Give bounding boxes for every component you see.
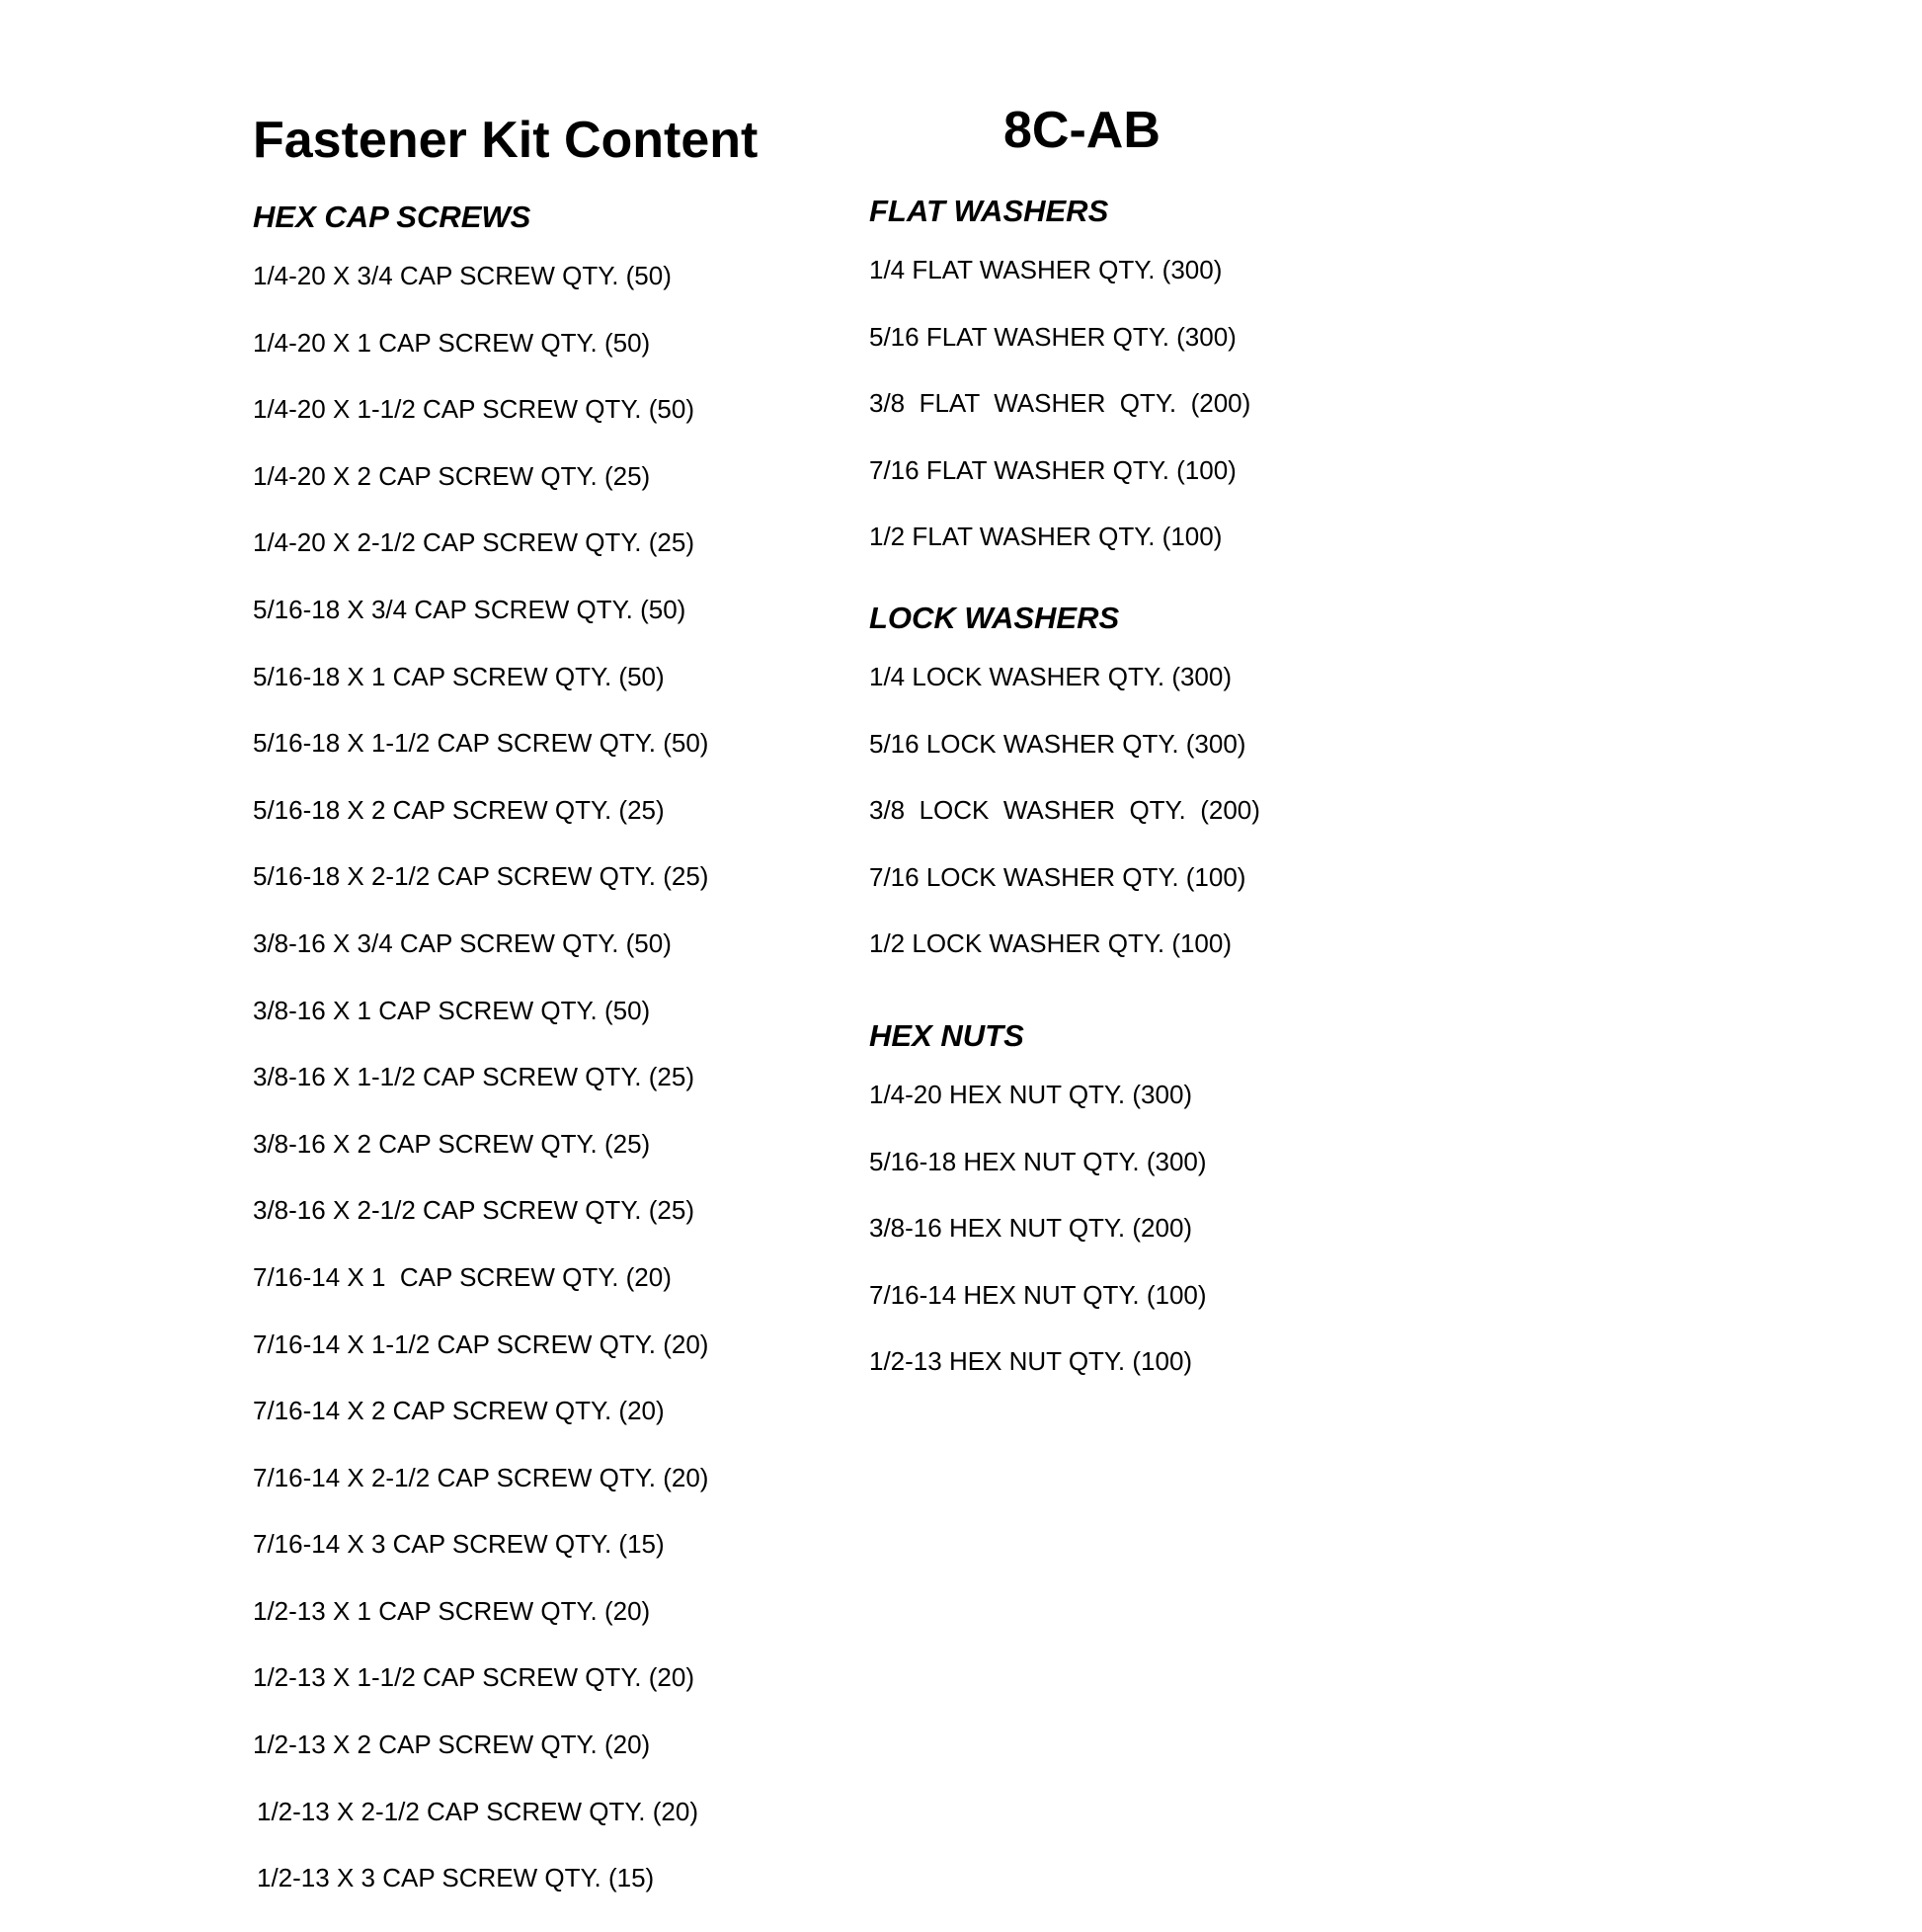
list-item: 7/16 LOCK WASHER QTY. (100) [869,861,1246,892]
list-item: 1/4-20 X 1 CAP SCREW QTY. (50) [253,327,651,358]
list-item: 1/4 FLAT WASHER QTY. (300) [869,255,1223,284]
list-item: 3/8 FLAT WASHER QTY. (200) [869,388,1251,419]
list-item: 7/16-14 X 2 CAP SCREW QTY. (20) [253,1396,665,1426]
hex-cap-screws-list [253,263,708,1932]
list-item: 3/8-16 X 3/4 CAP SCREW QTY. (50) [253,927,672,958]
page-title: Fastener Kit Content [253,112,759,169]
list-item: 7/16-14 X 1-1/2 CAP SCREW QTY. (20) [253,1328,709,1359]
list-item: 1/2-13 HEX NUT QTY. (100) [869,1346,1193,1377]
list-item: 7/16-14 X 1 CAP SCREW QTY. (20) [253,1261,672,1292]
list-item: 1/2 FLAT WASHER QTY. (100) [869,522,1223,552]
list-item: 7/16 FLAT WASHER QTY. (100) [869,454,1237,485]
list-item: 1/4-20 X 2 CAP SCREW QTY. (25) [253,460,651,491]
list-item: 5/16-18 X 1 CAP SCREW QTY. (50) [253,661,665,691]
list-item: 5/16-18 X 1-1/2 CAP SCREW QTY. (50) [253,728,709,759]
list-item: 5/16-18 HEX NUT QTY. (300) [869,1146,1207,1176]
kit-code: 8C-AB [1003,102,1161,159]
list-item: 1/2-13 X 1 CAP SCREW QTY. (20) [253,1595,651,1626]
list-item: 1/4-20 X 1-1/2 CAP SCREW QTY. (50) [253,394,694,425]
list-item: 7/16-14 X 3 CAP SCREW QTY. (15) [253,1529,665,1560]
lock-washers-list [869,664,1260,998]
list-item: 3/8-16 X 2 CAP SCREW QTY. (25) [253,1128,651,1159]
list-item: 3/8 LOCK WASHER QTY. (200) [869,795,1260,826]
list-item: 1/2-13 X 1-1/2 CAP SCREW QTY. (20) [253,1662,694,1693]
list-item: 3/8-16 HEX NUT QTY. (200) [869,1213,1193,1244]
list-item: 7/16-14 X 2-1/2 CAP SCREW QTY. (20) [253,1462,709,1492]
list-item: 5/16-18 X 3/4 CAP SCREW QTY. (50) [253,594,686,624]
flat-washers-list [869,257,1250,591]
list-item: 1/2-13 X 2-1/2 CAP SCREW QTY. (20) [257,1796,698,1826]
list-item: 1/2 LOCK WASHER QTY. (100) [869,928,1233,959]
list-item: 1/4-20 X 3/4 CAP SCREW QTY. (50) [253,261,672,290]
hex-cap-screws-heading: HEX CAP SCREWS [253,200,531,234]
list-item: 1/4-20 X 2-1/2 CAP SCREW QTY. (25) [253,527,694,558]
hex-nuts-list [869,1082,1207,1415]
list-item: 1/2-13 X 2 CAP SCREW QTY. (20) [253,1730,651,1760]
list-item: 5/16-18 X 2-1/2 CAP SCREW QTY. (25) [253,861,709,892]
list-item: 5/16 LOCK WASHER QTY. (300) [869,728,1246,759]
list-item: 5/16 FLAT WASHER QTY. (300) [869,321,1237,352]
list-item: 3/8-16 X 1 CAP SCREW QTY. (50) [253,995,651,1025]
hex-nuts-heading: HEX NUTS [869,1018,1024,1053]
list-item: 5/16-18 X 2 CAP SCREW QTY. (25) [253,794,665,825]
flat-washers-heading: FLAT WASHERS [869,194,1109,228]
list-item: 3/8-16 X 1-1/2 CAP SCREW QTY. (25) [253,1062,694,1092]
list-item: 1/4 LOCK WASHER QTY. (300) [869,662,1233,691]
list-item: 1/4-20 HEX NUT QTY. (300) [869,1080,1193,1109]
list-item: 3/8-16 X 2-1/2 CAP SCREW QTY. (25) [253,1195,694,1226]
list-item: 1/2-13 X 3 CAP SCREW QTY. (15) [257,1863,655,1893]
list-item: 7/16-14 HEX NUT QTY. (100) [869,1279,1207,1310]
lock-washers-heading: LOCK WASHERS [869,601,1120,635]
